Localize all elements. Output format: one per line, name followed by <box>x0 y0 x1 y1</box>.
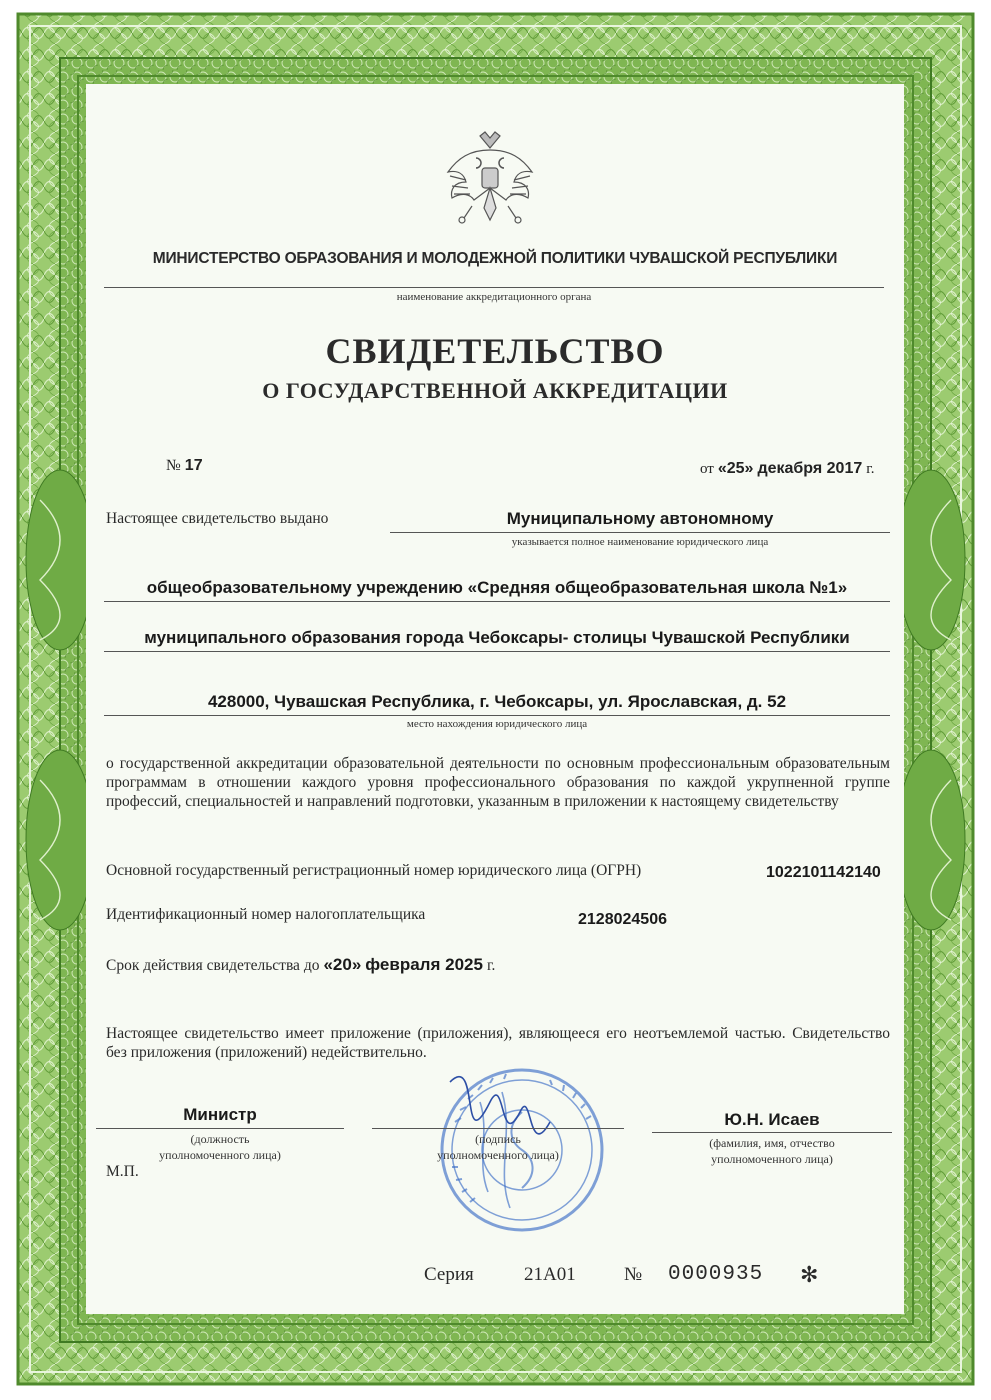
issued-to-underline1 <box>390 532 890 533</box>
position-underline <box>96 1128 344 1129</box>
certificate-number <box>166 457 203 475</box>
validity-label: Срок действия свидетельства до <box>106 957 320 974</box>
coat-of-arms-icon <box>440 128 540 228</box>
series-value: 21А01 <box>524 1264 576 1285</box>
date-month-year: декабря 2017 <box>757 460 863 477</box>
number-value: 17 <box>184 457 203 474</box>
ogrn-label: Основной государственный регистрационный номер юридического лица (ОГРН) <box>106 862 642 879</box>
number-prefix: № <box>166 457 181 474</box>
issued-to-underline2 <box>104 601 890 602</box>
signature-caption-2: уполномоченного лица) <box>437 1148 559 1162</box>
signer-position: Министр <box>183 1105 257 1124</box>
issued-to-line3: муниципального образования города Чебоксары- столицы Чувашской Республики <box>144 628 850 647</box>
series-number-prefix: № <box>624 1264 643 1285</box>
series-mark-icon: ✻ <box>800 1262 819 1287</box>
validity-suffix: г. <box>486 957 496 974</box>
address-underline <box>104 715 890 716</box>
series-number: 0000935 <box>668 1263 764 1286</box>
series-label: Серия <box>424 1264 474 1285</box>
signer-name: Ю.Н. Исаев <box>724 1110 820 1129</box>
address-value: 428000, Чувашская Республика, г. Чебоксары, ул. Ярославская, д. 52 <box>207 692 787 711</box>
signature-caption-1: (подпись <box>475 1132 521 1146</box>
authority-caption: наименование аккредитационного органа <box>396 291 592 303</box>
certificate-subtitle: О ГОСУДАРСТВЕННОЙ АККРЕДИТАЦИИ <box>262 378 728 403</box>
name-caption-2: уполномоченного лица) <box>711 1152 833 1166</box>
authority-name: МИНИСТЕРСТВО ОБРАЗОВАНИЯ И МОЛОДЕЖНОЙ ПОЛИТИКИ ЧУВАШСКОЙ РЕСПУБЛИКИ <box>152 250 838 267</box>
position-caption-1: (должность <box>190 1132 250 1146</box>
validity-day: «20» <box>323 955 362 974</box>
stamp-place: М.П. <box>106 1163 139 1180</box>
accreditation-text: о государственной аккредитации образовательной деятельности по основным профессиональным образовательным программам в отношении каждого уровня профессионального образования по каждой укрупненной группе профессий, специальностей и направлений подготовки, указанным в приложении к настоящему свидетельству <box>106 755 890 810</box>
position-caption-2: уполномоченного лица) <box>159 1148 281 1162</box>
validity-month-year: февраля 2025 <box>365 955 483 974</box>
date-suffix: г. <box>866 461 875 477</box>
name-caption-1: (фамилия, имя, отчество <box>709 1136 835 1150</box>
date-day: «25» <box>717 460 754 477</box>
validity-row <box>106 955 495 975</box>
ogrn-value: 1022101142140 <box>766 864 881 881</box>
issued-to-caption: указывается полное наименование юридического лица <box>511 536 769 548</box>
name-underline <box>652 1132 892 1133</box>
inn-value: 2128024506 <box>578 911 667 928</box>
signature-underline <box>372 1128 624 1129</box>
date-prefix: от <box>700 461 714 477</box>
appendix-text: Настоящее свидетельство имеет приложение (приложения), являющееся его неотъемлемой частью. Свидетельство без приложения (приложений) недействительно. <box>106 1025 890 1061</box>
certificate-title: СВИДЕТЕЛЬСТВО <box>325 331 665 371</box>
issued-to-line1: Муниципальному автономному <box>506 509 774 528</box>
issued-to-underline3 <box>104 651 890 652</box>
authority-underline <box>104 287 884 288</box>
inn-label: Идентификационный номер налогоплательщика <box>106 906 426 923</box>
issued-to-label: Настоящее свидетельство выдано <box>106 510 329 527</box>
certificate-date <box>700 460 874 478</box>
address-caption: место нахождения юридического лица <box>406 718 588 730</box>
issued-to-line2: общеобразовательному учреждению «Средняя общеобразовательная школа №1» <box>146 578 848 597</box>
